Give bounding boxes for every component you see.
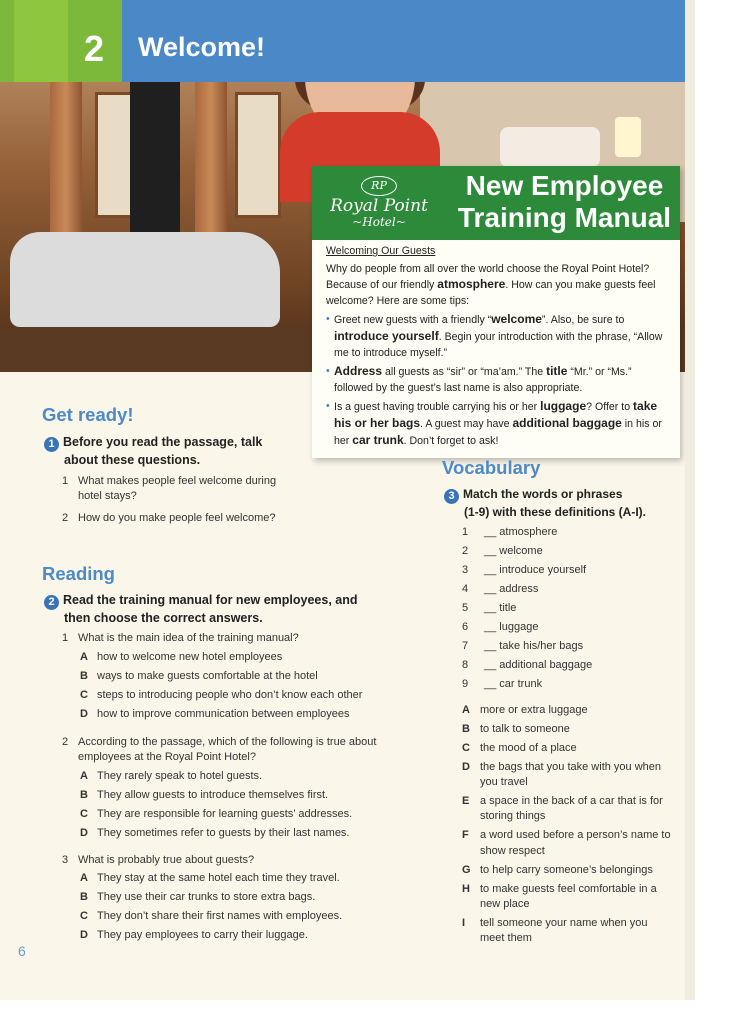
question-stem: 2 According to the passage, which of the following is true about employees at the Royal Point Hotel? — [62, 736, 377, 764]
vocab-item[interactable]: 5 __ title — [462, 602, 517, 614]
answer-option[interactable]: C They don’t share their first names with employees. — [80, 910, 343, 923]
lamp — [615, 117, 641, 157]
vocab-item[interactable]: 7 __ take his/her bags — [462, 640, 584, 652]
answer-option[interactable]: B They use their car trunks to store extra bags. — [80, 891, 316, 904]
chapter-number: 2 — [84, 28, 105, 69]
vocab-item[interactable]: 6 __ luggage — [462, 621, 539, 633]
manual-title — [452, 170, 677, 234]
answer-option[interactable]: C steps to introducing people who don’t know each other — [80, 689, 363, 702]
question-item: 2 How do you make people feel welcome? — [62, 511, 276, 524]
royal-point-logo — [320, 174, 438, 232]
get-ready-questions — [62, 474, 302, 526]
definition: A more or extra luggage — [462, 704, 588, 716]
question-stem: 1 What is the main idea of the training manual? — [62, 632, 299, 644]
definition: G to help carry someone’s belongings — [462, 863, 653, 876]
get-ready-instruction: 1 Before you read the passage, talk about these questions. — [44, 434, 262, 468]
definition: D the bags that you take with you when you travel — [462, 760, 662, 789]
get-ready-title: Get ready! — [42, 404, 134, 425]
logo-monogram: RP — [361, 176, 397, 196]
manual-title-line1: New Employee — [465, 170, 664, 201]
chapter-title: Welcome! — [138, 32, 266, 62]
answer-option[interactable]: B ways to make guests comfortable at the hotel — [80, 670, 318, 683]
vocabulary-title: Vocabulary — [442, 457, 541, 478]
answer-options — [80, 648, 392, 724]
tip: • Address all guests as “sir” or “ma’am.” The title “Mr.” or “Ms.” followed by the guest’s last name is also appropriate. — [326, 364, 666, 396]
answer-option[interactable]: D how to improve communication between employees — [80, 708, 350, 721]
manual-intro: Why do people from all over the world choose the Royal Point Hotel? Because of our friendly atmosphere. How can you make guests feel welcome? Here are some tips: — [326, 262, 656, 307]
logo-name: Royal Point — [330, 196, 428, 216]
question-number-badge: 1 — [44, 437, 59, 452]
tips-list — [326, 312, 666, 449]
reading-title: Reading — [42, 563, 115, 584]
definition: H to make guests feel comfortable in a new place — [462, 882, 657, 910]
tip: • Is a guest having trouble carrying his or her luggage? Offer to take his or her bags. A guest may have additional baggage in his or her car trunk. Don’t forget to ask! — [326, 399, 666, 449]
vocabulary-definitions — [462, 703, 672, 950]
vocabulary-items — [462, 523, 662, 694]
definition: E a space in the back of a car that is for storing things — [462, 795, 663, 823]
definition: B to talk to someone — [462, 722, 570, 735]
question-item: 1 What makes people feel welcome during hotel stays? — [62, 475, 277, 503]
manual-subheading: Welcoming Our Guests — [326, 245, 436, 257]
answer-option[interactable]: D They pay employees to carry their luggage. — [80, 929, 308, 942]
definition: I tell someone your name when you meet them — [462, 916, 648, 945]
manual-header — [312, 166, 680, 240]
logo-subname: ~Hotel~ — [352, 215, 406, 229]
vocab-item[interactable]: 3 __ introduce yourself — [462, 564, 587, 576]
vocab-item[interactable]: 4 __ address — [462, 583, 539, 595]
answer-option[interactable]: A how to welcome new hotel employees — [80, 651, 283, 664]
question-number-badge: 3 — [444, 489, 459, 504]
question-stem: 3 What is probably true about guests? — [62, 854, 255, 866]
reading-question-3 — [62, 853, 392, 945]
manual-body — [326, 244, 666, 452]
training-manual — [312, 166, 680, 458]
car — [10, 232, 280, 327]
definition: C the mood of a place — [462, 741, 577, 754]
answer-option[interactable]: C They are responsible for learning guests’ addresses. — [80, 807, 353, 820]
tip: • Greet new guests with a friendly “welcome”. Also, be sure to introduce yourself. Begin your introduction with the phrase, “Allow me to introduce myself.” — [326, 312, 666, 361]
answer-options — [80, 869, 392, 945]
vocab-item[interactable]: 8 __ additional baggage — [462, 659, 593, 671]
answer-option[interactable]: B They allow guests to introduce themselves first. — [80, 788, 329, 801]
vocab-item[interactable]: 9 __ car trunk — [462, 678, 543, 690]
page-number: 6 — [18, 943, 26, 959]
question-number-badge: 2 — [44, 595, 59, 610]
answer-options — [80, 767, 382, 843]
reading-instruction: 2 Read the training manual for new employees, and then choose the correct answers. — [44, 592, 358, 626]
vocab-item[interactable]: 1 __ atmosphere — [462, 526, 558, 538]
reading-question-2 — [62, 735, 382, 843]
answer-option[interactable]: D They sometimes refer to guests by their last names. — [80, 826, 350, 839]
sofa — [500, 127, 600, 167]
lobby-window — [235, 92, 281, 218]
answer-option[interactable]: A They rarely speak to hotel guests. — [80, 769, 263, 782]
reading-question-1 — [62, 631, 392, 724]
manual-title-line2: Training Manual — [457, 202, 672, 233]
definition: F a word used before a person’s name to show respect — [462, 829, 671, 857]
vocabulary-instruction: 3 Match the words or phrases (1-9) with these definitions (A-I). — [444, 486, 646, 520]
answer-option[interactable]: A They stay at the same hotel each time they travel. — [80, 872, 340, 885]
vocab-item[interactable]: 2 __ welcome — [462, 545, 543, 557]
